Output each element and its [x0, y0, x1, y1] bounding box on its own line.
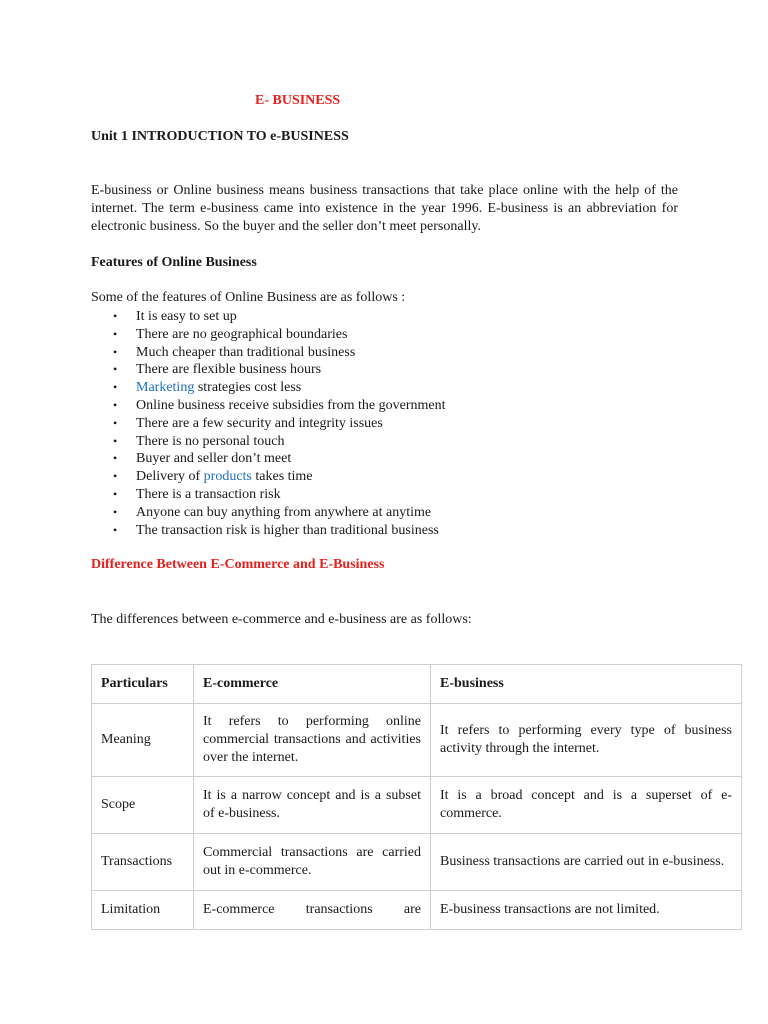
- list-item: • Much cheaper than traditional business: [91, 344, 445, 362]
- intro-paragraph: E-business or Online business means business transactions that take place online with the help of the internet. The term e-business came into existence in the year 1996. E-business is an abbreviation for electronic business. So the buyer and the seller don’t meet personally.: [91, 183, 678, 234]
- features-list: [91, 308, 445, 539]
- list-item: • There is a transaction risk: [91, 486, 445, 504]
- features-heading: Features of Online Business: [91, 255, 257, 270]
- list-item: • Online business receive subsidies from the government: [91, 397, 445, 415]
- list-item: • There are flexible business hours: [91, 361, 445, 379]
- table-cell: Commercial transactions are carried out in e-commerce.: [194, 834, 431, 891]
- table-row: [92, 704, 742, 777]
- table-cell: Limitation: [92, 891, 194, 930]
- table-cell: Transactions: [92, 834, 194, 891]
- unit-heading: Unit 1 INTRODUCTION TO e-BUSINESS: [91, 129, 349, 144]
- table-cell: E-commerce transactions are: [194, 891, 431, 930]
- list-item: • Delivery of products takes time: [91, 468, 445, 486]
- comparison-table: [91, 664, 742, 930]
- table-cell: E-business transactions are not limited.: [431, 891, 742, 930]
- list-item: • Marketing strategies cost less: [91, 379, 445, 397]
- difference-intro: The differences between e-commerce and e-business are as follows:: [91, 612, 472, 627]
- list-item: • It is easy to set up: [91, 308, 445, 326]
- table-cell: Meaning: [92, 704, 194, 777]
- table-cell: Business transactions are carried out in e-business.: [431, 834, 742, 891]
- table-row: [92, 777, 742, 834]
- list-item: • There is no personal touch: [91, 433, 445, 451]
- table-cell: It is a broad concept and is a superset of e-commerce.: [431, 777, 742, 834]
- list-item: • Anyone can buy anything from anywhere at anytime: [91, 504, 445, 522]
- list-item: • There are no geographical boundaries: [91, 326, 445, 344]
- table-cell: It refers to performing every type of business activity through the internet.: [431, 704, 742, 777]
- table-header-row: [92, 665, 742, 704]
- table-cell: It refers to performing online commercial transactions and activities over the internet.: [194, 704, 431, 777]
- table-header-cell: E-commerce: [194, 665, 431, 704]
- marketing-link[interactable]: Marketing: [136, 380, 195, 396]
- list-item: • Buyer and seller don’t meet: [91, 450, 445, 468]
- table-header-cell: Particulars: [92, 665, 194, 704]
- table-cell: Scope: [92, 777, 194, 834]
- difference-heading: Difference Between E-Commerce and E-Business: [91, 557, 385, 572]
- table-header-cell: E-business: [431, 665, 742, 704]
- document-title: E- BUSINESS: [255, 93, 341, 108]
- table-cell: It is a narrow concept and is a subset of e-business.: [194, 777, 431, 834]
- list-item: • There are a few security and integrity issues: [91, 415, 445, 433]
- products-link[interactable]: products: [203, 469, 252, 485]
- table-row: [92, 834, 742, 891]
- table-row: [92, 891, 742, 930]
- features-intro: Some of the features of Online Business are as follows :: [91, 290, 406, 305]
- list-item: • The transaction risk is higher than traditional business: [91, 522, 445, 540]
